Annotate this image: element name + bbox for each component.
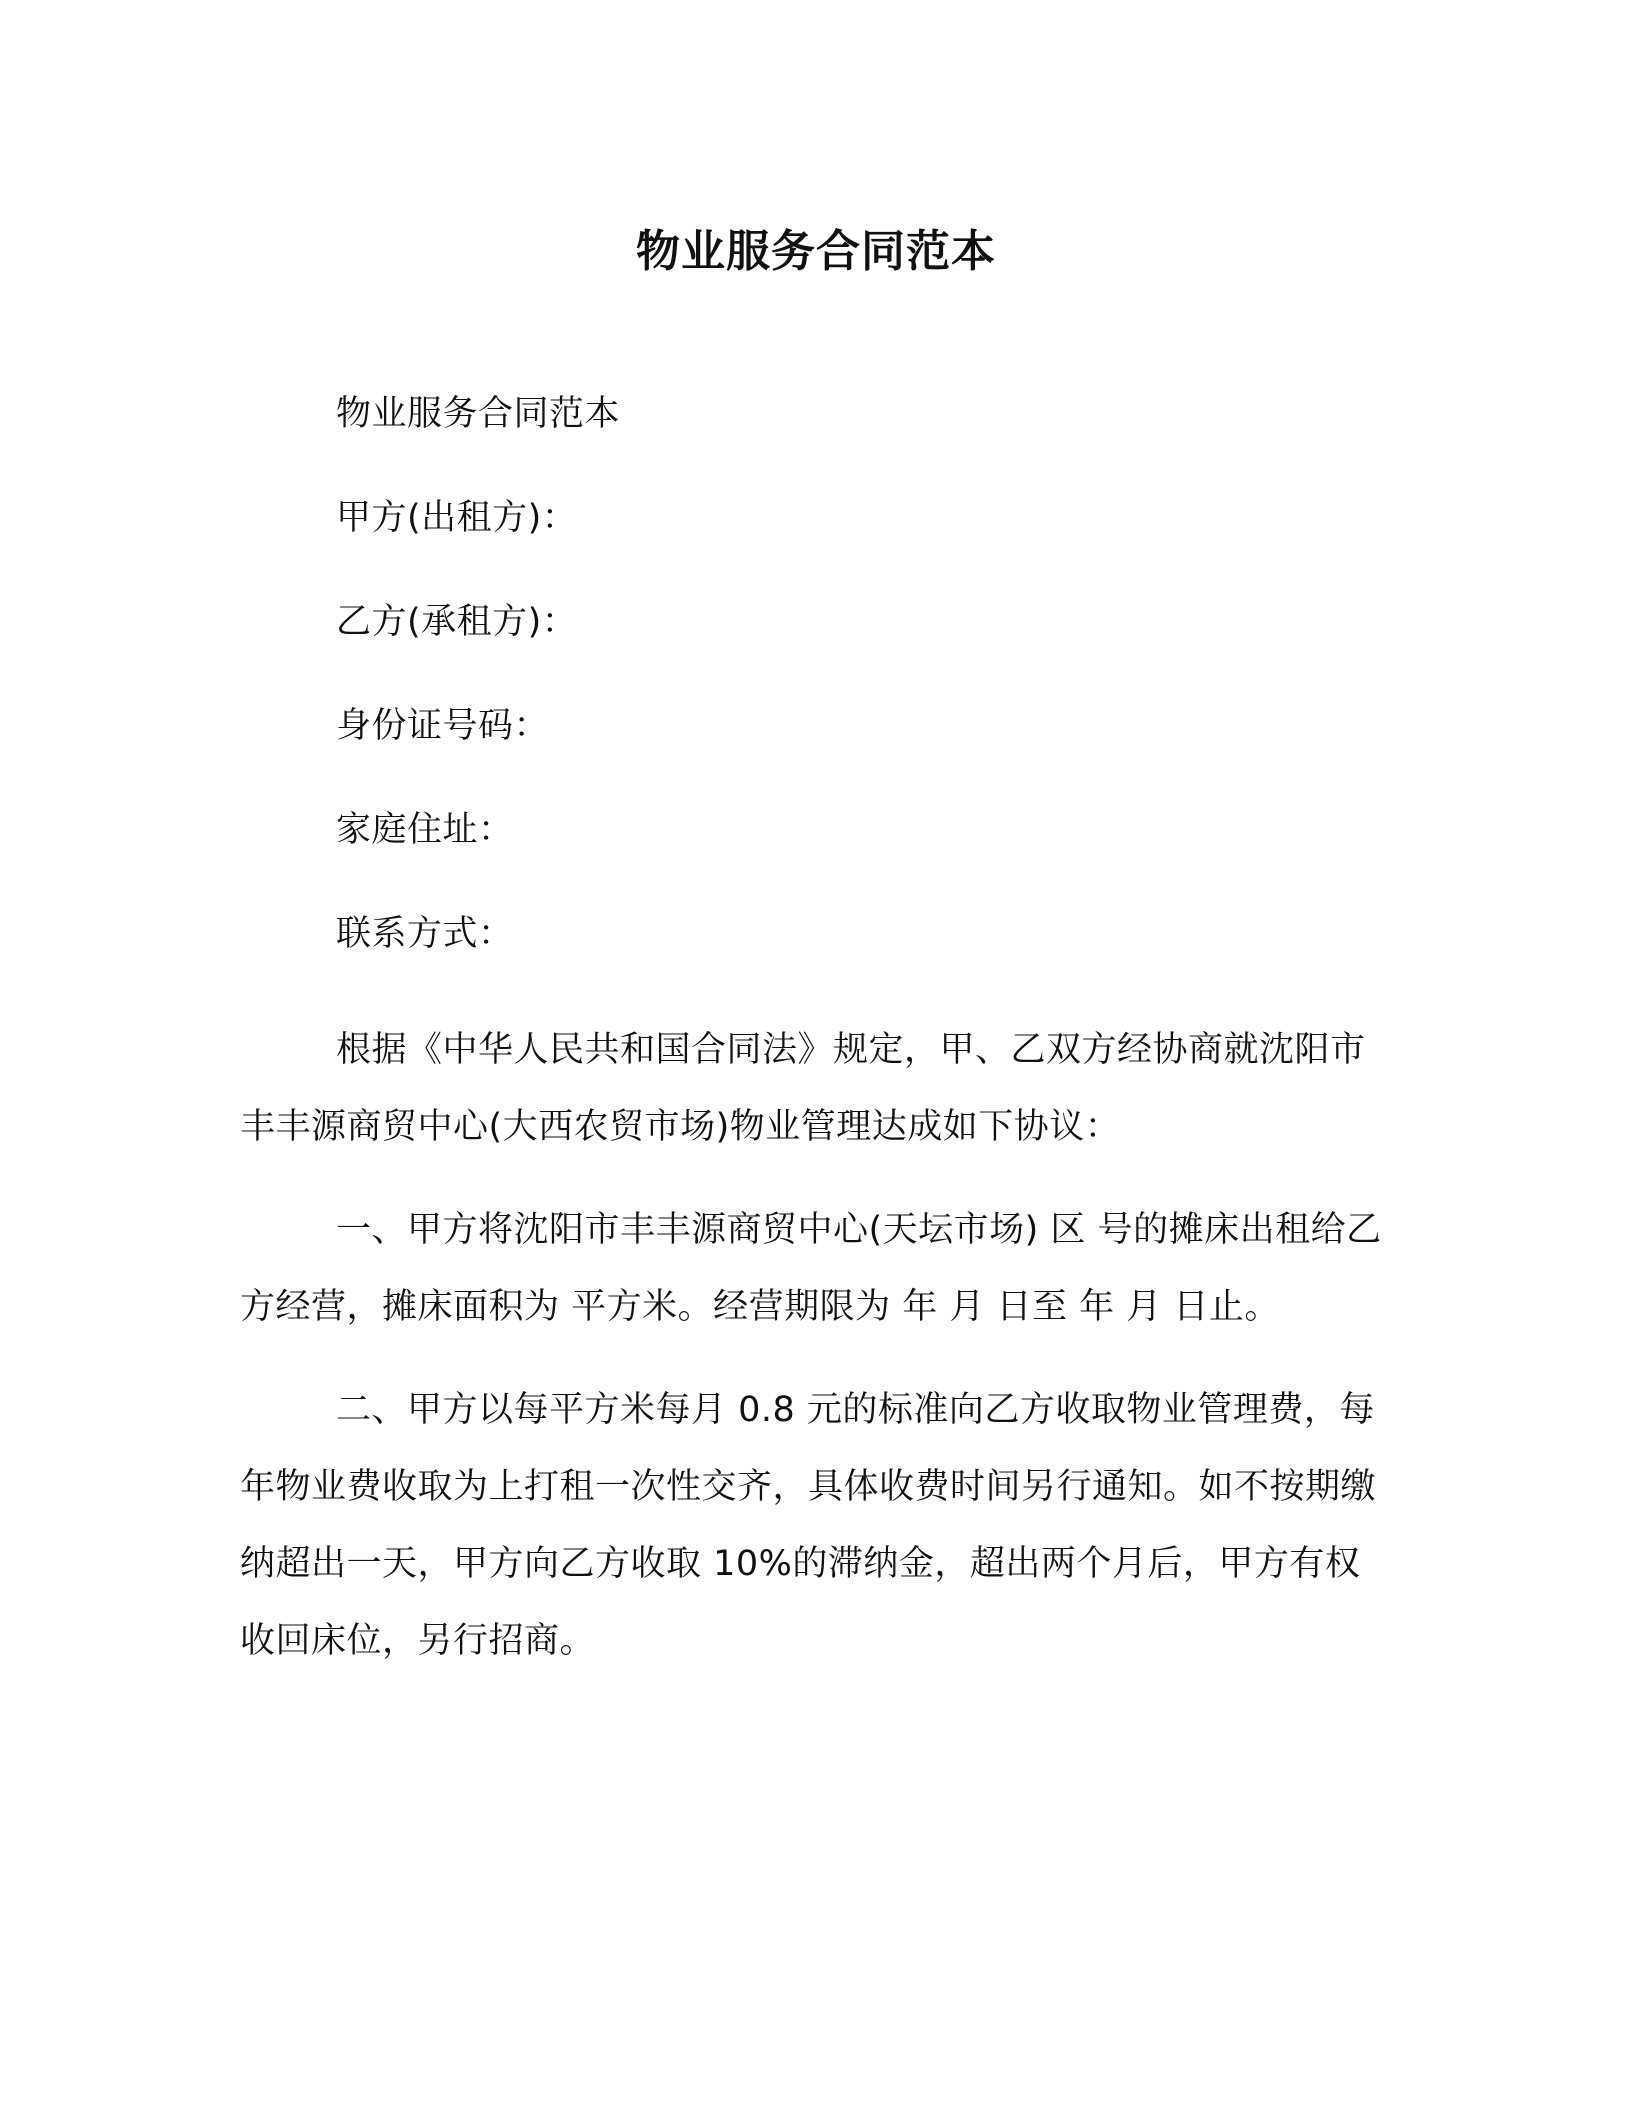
lessor-field: 甲方(出租方)： — [336, 498, 578, 538]
lessee-field: 乙方(承租方)： — [336, 602, 578, 642]
clause-two-paragraph: 二、甲方以每平方米每月 0.8 元的标准向乙方收取物业管理费，每年物业费收取为上打租一次性交齐，具体收费时间另行通知。如不按期缴纳超出一天，甲方向乙方收取 10%的滞纳金，超出两个月后，甲方有权收回床位，另行招商。 — [240, 1390, 1377, 1661]
id-number-field: 身份证号码： — [336, 706, 550, 746]
document-title: 物业服务合同范本 — [636, 226, 996, 277]
agreement-intro-paragraph: 根据《中华人民共和国合同法》规定，甲、乙双方经协商就沈阳市丰丰源商贸中心(大西农贸市场)物业管理达成如下协议： — [240, 1030, 1366, 1147]
document-subtitle: 物业服务合同范本 — [336, 394, 621, 434]
contact-field: 联系方式： — [336, 914, 514, 954]
home-address-field: 家庭住址： — [336, 810, 514, 850]
document-body — [240, 388, 1392, 1706]
clause-one-paragraph: 一、甲方将沈阳市丰丰源商贸中心(天坛市场) 区 号的摊床出租给乙方经营，摊床面积为 平方米。经营期限为 年 月 日至 年 月 日止。 — [240, 1210, 1382, 1327]
